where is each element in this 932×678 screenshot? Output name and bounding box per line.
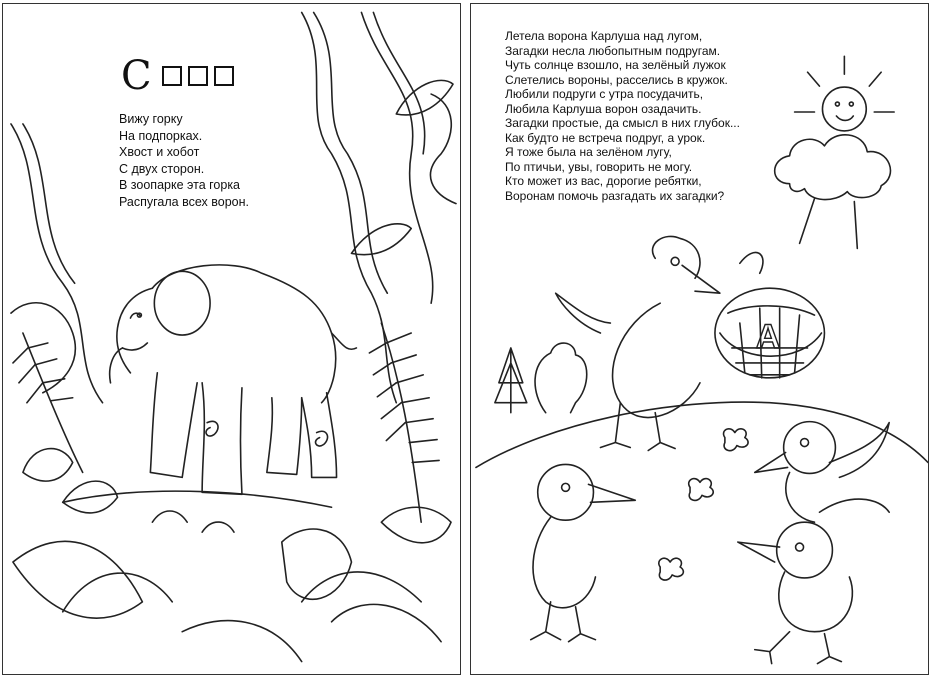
answer-blank-box	[214, 66, 234, 86]
poem-line: Загадки несла любопытным подругам.	[505, 43, 721, 58]
sun-icon	[822, 87, 866, 131]
poem-line: Я тоже была на зелёном лугу,	[505, 145, 672, 159]
cloud-icon	[775, 135, 891, 200]
riddle-line: С двух сторон.	[119, 161, 205, 176]
poem-text	[505, 29, 740, 203]
poem-line: Воронам помочь разгадать их загадки?	[505, 188, 725, 203]
poem-line: Загадки простые, да смысл в них глубок...	[505, 116, 740, 130]
answer-blank-box	[188, 66, 208, 86]
poem-line: Как будто не встреча подруг, а урок.	[505, 130, 706, 145]
poem-line: Чуть солнце взошло, на зелёный лужок	[505, 58, 726, 72]
poem-line: Любили подруги с утра посудачить,	[505, 87, 704, 101]
elephant-jungle-illustration	[3, 4, 460, 674]
right-page	[470, 3, 929, 675]
riddle-line: Хвост и хобот	[119, 145, 200, 159]
riddle-title	[121, 53, 234, 99]
riddle-line: На подпорках.	[119, 128, 203, 143]
riddle-line: Вижу горку	[119, 112, 183, 126]
poem-line: По птичьи, увы, говорить не могу.	[505, 159, 693, 174]
riddle-line: В зоопарке эта горка	[119, 178, 241, 192]
poem-line: Любила Карлуша ворон озадачить.	[505, 101, 702, 116]
riddle-text	[119, 111, 249, 210]
title-letter: С	[121, 53, 152, 99]
poem-line: Летела ворона Карлуша над лугом,	[505, 29, 703, 43]
basket-letter: А	[755, 318, 781, 356]
poem-line: Слетелись вороны, расселись в кружок.	[505, 72, 728, 87]
left-page	[2, 3, 461, 675]
basket-letter-badge	[733, 304, 803, 364]
answer-blank-box	[162, 66, 182, 86]
riddle-line: Распугала всех ворон.	[119, 194, 249, 209]
poem-line: Кто может из вас, дорогие ребятки,	[505, 174, 702, 188]
